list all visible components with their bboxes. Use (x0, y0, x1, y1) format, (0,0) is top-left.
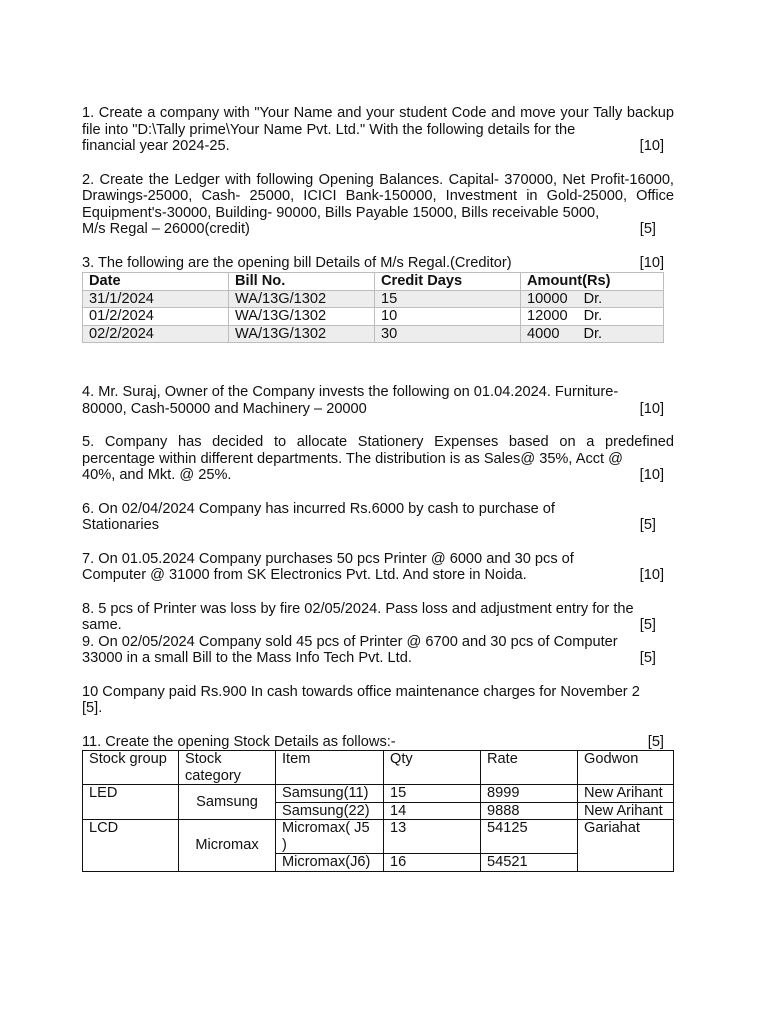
marks: [5] (639, 650, 656, 666)
column-header: Godwon (578, 751, 674, 785)
table-row (83, 308, 664, 326)
cell-rate: 9888 (481, 802, 578, 820)
column-header: Stock group (83, 751, 179, 785)
cell-item: Micromax( J5 ) (276, 820, 384, 854)
cell-bill-no: WA/13G/1302 (229, 290, 375, 308)
column-header: Qty (384, 751, 481, 785)
cell-qty: 14 (384, 802, 481, 820)
cell-bill-no: WA/13G/1302 (229, 325, 375, 343)
cell-amount: 10000 Dr. (521, 290, 664, 308)
cell-stock-group: LCD (83, 820, 179, 872)
table-row (83, 325, 664, 343)
cell-item: Samsung(22) (276, 802, 384, 820)
table-row (83, 785, 674, 803)
question-text: 6. On 02/04/2024 Company has incurred Rs.6000 by cash to purchase of (82, 500, 555, 517)
cell-rate: 54125 (481, 820, 578, 854)
cell-credit-days: 30 (375, 325, 521, 343)
question-text: 1. Create a company with "Your Name and your student Code and move your Tally backup file into "D:\Tally prime\Your Name Pvt. Ltd." With the following details for the (82, 105, 674, 138)
question-text: M/s Regal – 26000(credit) (82, 221, 250, 237)
question-text: 80000, Cash-50000 and Machinery – 20000 (82, 400, 367, 417)
marks: [10] (639, 138, 664, 154)
bill-details-table (82, 272, 664, 343)
question-4 (82, 384, 674, 417)
cell-godown: New Arihant (578, 785, 674, 803)
column-header: Date (83, 273, 229, 291)
opening-stock-table (82, 750, 674, 872)
marks: [10] (639, 400, 664, 417)
question-text: Computer @ 31000 from SK Electronics Pvt. Ltd. And store in Noida. (82, 567, 527, 583)
cell-bill-no: WA/13G/1302 (229, 308, 375, 326)
column-header: Bill No. (229, 273, 375, 291)
table-header-row (83, 273, 664, 291)
question-text: 2. Create the Ledger with following Opening Balances. Capital- 370000, Net Profit-16000, Drawings-25000, Cash- 25000, ICICI Bank-150000, Investment in Gold-25000, Office Equipment's-30000, Building- 90000, Bills Payable 15000, Bills receivable 5000, (82, 171, 674, 221)
cell-qty: 15 (384, 785, 481, 803)
marks: [5] (639, 617, 656, 633)
cell-rate: 54521 (481, 854, 578, 872)
table-row (83, 820, 674, 854)
column-header: Amount(Rs) (521, 273, 664, 291)
column-header: Item (276, 751, 384, 785)
marks: [10] (639, 254, 664, 271)
cell-godown: Gariahat (578, 820, 674, 872)
question-text: 7. On 01.05.2024 Company purchases 50 pcs Printer @ 6000 and 30 pcs of (82, 550, 574, 567)
cell-stock-group: LED (83, 785, 179, 820)
cell-credit-days: 15 (375, 290, 521, 308)
column-header: Stock category (179, 751, 276, 785)
question-text: 9. On 02/05/2024 Company sold 45 pcs of Printer @ 6700 and 30 pcs of Computer (82, 633, 618, 650)
question-text: same. (82, 617, 122, 633)
cell-item: Micromax(J6) (276, 854, 384, 872)
question-text: 4. Mr. Suraj, Owner of the Company invests the following on 01.04.2024. Furniture- (82, 384, 619, 400)
question-text: financial year 2024-25. (82, 138, 230, 154)
marks: [10] (639, 567, 664, 583)
table-header-row (83, 751, 674, 785)
cell-date: 31/1/2024 (83, 290, 229, 308)
marks: [5] (639, 517, 656, 533)
cell-stock-category: Samsung (179, 785, 276, 820)
column-header: Rate (481, 751, 578, 785)
cell-rate: 8999 (481, 785, 578, 803)
cell-amount: 12000 Dr. (521, 308, 664, 326)
cell-stock-category: Micromax (179, 820, 276, 872)
cell-item: Samsung(11) (276, 785, 384, 803)
column-header: Credit Days (375, 273, 521, 291)
cell-date: 02/2/2024 (83, 325, 229, 343)
question-text: 33000 in a small Bill to the Mass Info Tech Pvt. Ltd. (82, 650, 412, 666)
marks: [5] (639, 221, 656, 237)
question-text: Stationaries (82, 517, 160, 533)
question-text: 5. Company has decided to allocate Stationery Expenses based on a predefined percentage within different departments. The distribution is as Sales@ 35%, Acct @ (82, 434, 674, 467)
marks: [5] (647, 733, 664, 750)
question-6 (82, 501, 674, 534)
cell-date: 01/2/2024 (83, 308, 229, 326)
cell-amount: 4000 Dr. (521, 325, 664, 343)
question-1 (82, 105, 674, 155)
cell-credit-days: 10 (375, 308, 521, 326)
question-9 (82, 634, 674, 667)
question-5 (82, 434, 674, 484)
question-text: 10 Company paid Rs.900 In cash towards office maintenance charges for November 2 (82, 683, 640, 700)
question-11 (82, 734, 674, 751)
cell-qty: 13 (384, 820, 481, 854)
cell-godown: New Arihant (578, 802, 674, 820)
question-3 (82, 255, 674, 272)
question-text: 8. 5 pcs of Printer was loss by fire 02/05/2024. Pass loss and adjustment entry for the (82, 600, 634, 617)
question-10 (82, 684, 674, 717)
question-paper (82, 105, 674, 872)
question-8 (82, 601, 674, 634)
question-text: [5]. (82, 700, 103, 716)
question-text: 11. Create the opening Stock Details as follows:- (82, 733, 396, 750)
question-text: 3. The following are the opening bill Details of M/s Regal.(Creditor) (82, 254, 512, 271)
cell-qty: 16 (384, 854, 481, 872)
question-text: 40%, and Mkt. @ 25%. (82, 467, 232, 483)
question-7 (82, 551, 674, 584)
marks: [10] (639, 467, 664, 483)
question-2 (82, 172, 674, 238)
table-row (83, 290, 664, 308)
